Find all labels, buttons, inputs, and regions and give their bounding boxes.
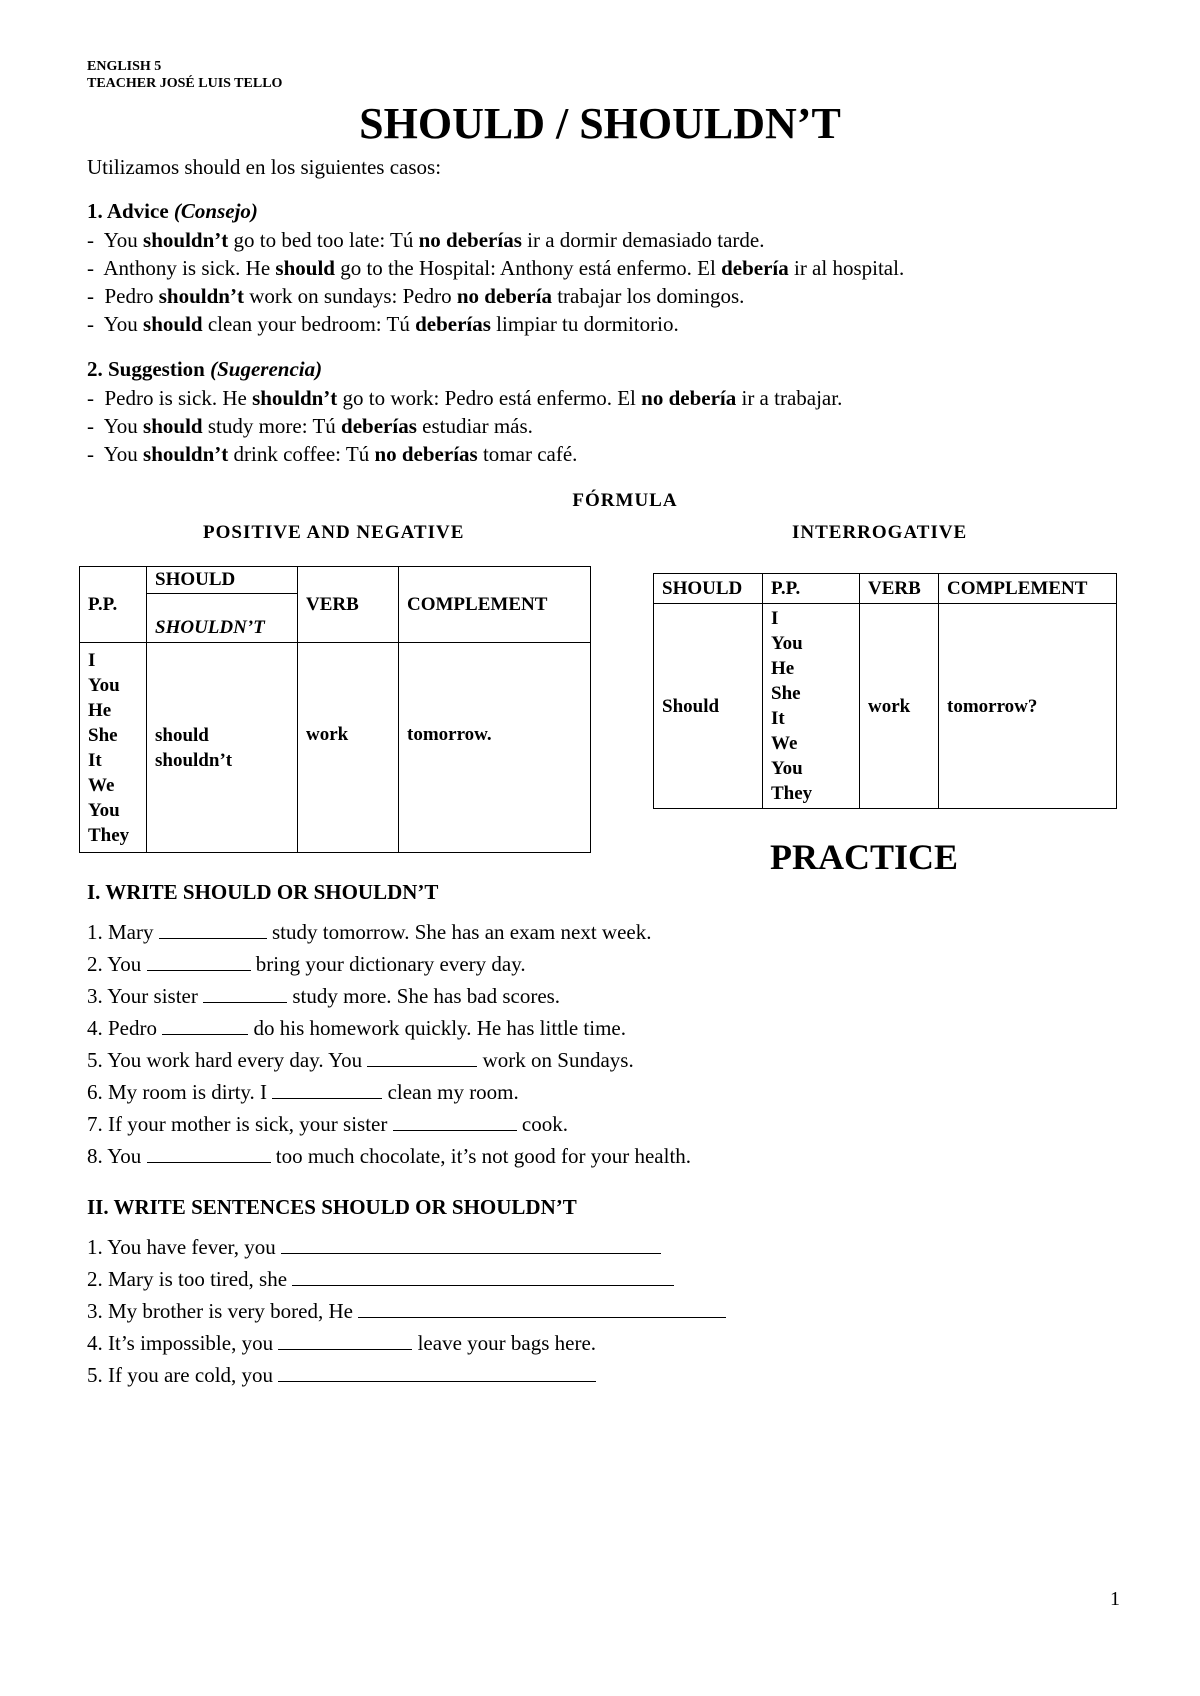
suggestion-heading-es: (Sugerencia): [210, 357, 323, 381]
interrogative-label: INTERROGATIVE: [792, 522, 968, 543]
practice-title: PRACTICE: [770, 837, 959, 877]
advice-list: [87, 226, 904, 338]
exercise-item: 2. You bring your dictionary every day.: [87, 952, 526, 976]
answer-blank[interactable]: [278, 1361, 596, 1382]
answer-blank[interactable]: [281, 1233, 661, 1254]
exercise-item: 4. Pedro do his homework quickly. He has little time.: [87, 1016, 626, 1040]
posneg-label: POSITIVE AND NEGATIVE: [203, 522, 465, 543]
answer-blank[interactable]: [367, 1046, 477, 1067]
formula-title: FÓRMULA: [572, 490, 678, 511]
advice-heading-es: (Consejo): [173, 199, 258, 223]
answer-blank[interactable]: [292, 1265, 674, 1286]
interrogative-table: [653, 573, 1117, 809]
header-pp: P.P.: [80, 567, 147, 643]
advice-item: - Anthony is sick. He should go to the Hospital: Anthony está enfermo. El debería ir al hospital.: [87, 256, 905, 280]
part2-heading: II. WRITE SENTENCES SHOULD OR SHOULDN’T: [87, 1195, 577, 1219]
part1-list: [87, 916, 691, 1172]
part2-list: [87, 1231, 726, 1391]
exercise-item: 3. Your sister study more. She has bad scores.: [87, 984, 561, 1008]
header-complement: COMPLEMENT: [939, 574, 1117, 604]
header-verb: VERB: [298, 567, 399, 643]
exercise-item: 1. You have fever, you: [87, 1231, 726, 1263]
answer-blank[interactable]: [393, 1110, 517, 1131]
verb-cell: work: [860, 604, 939, 809]
advice-heading: 1. Advice (Consejo): [87, 199, 258, 223]
teacher-label: TEACHER JOSÉ LUIS TELLO: [87, 76, 283, 91]
exercise-item: 7. If your mother is sick, your sister cook.: [87, 1112, 568, 1136]
page-title: SHOULD / SHOULDN’T: [359, 99, 841, 148]
modals-cell: should shouldn’t: [147, 643, 298, 853]
header-pp: P.P.: [763, 574, 860, 604]
suggestion-item: - You should study more: Tú deberías estudiar más.: [87, 414, 533, 438]
advice-item: - You should clean your bedroom: Tú deberías limpiar tu dormitorio.: [87, 312, 679, 336]
modal-cell: Should: [654, 604, 763, 809]
answer-blank[interactable]: [358, 1297, 726, 1318]
exercise-item: 8. You too much chocolate, it’s not good for your health.: [87, 1144, 692, 1168]
header-should: SHOULD: [654, 574, 763, 604]
exercise-item: 4. It’s impossible, you leave your bags here.: [87, 1331, 597, 1355]
exercise-item: 6. My room is dirty. I clean my room.: [87, 1080, 519, 1104]
exercise-item: 5. If you are cold, you: [87, 1359, 726, 1391]
pronouns-cell: I You He She It We You They: [80, 643, 147, 853]
exercise-item: 2. Mary is too tired, she: [87, 1263, 726, 1295]
complement-cell: tomorrow?: [939, 604, 1117, 809]
page-number: 1: [1110, 1588, 1120, 1610]
pronouns-cell: I You He She It We You They: [763, 604, 860, 809]
suggestion-item: - Pedro is sick. He shouldn’t go to work: Pedro está enfermo. El no debería ir a trabajar.: [87, 386, 843, 410]
exercise-item: 1. Mary study tomorrow. She has an exam next week.: [87, 920, 652, 944]
answer-blank[interactable]: [272, 1078, 382, 1099]
course-label: ENGLISH 5: [87, 59, 162, 74]
answer-blank[interactable]: [203, 982, 287, 1003]
answer-blank[interactable]: [147, 1142, 271, 1163]
advice-item: - Pedro shouldn’t work on sundays: Pedro no debería trabajar los domingos.: [87, 284, 745, 308]
table-row: [654, 604, 1117, 809]
header-complement: COMPLEMENT: [399, 567, 591, 643]
suggestion-item: - You shouldn’t drink coffee: Tú no deberías tomar café.: [87, 442, 578, 466]
table-row: [654, 574, 1117, 604]
header-shouldnt: SHOULDN’T: [147, 594, 298, 643]
advice-item: - You shouldn’t go to bed too late: Tú no deberías ir a dormir demasiado tarde.: [87, 228, 765, 252]
intro-text: Utilizamos should en los siguientes casos:: [87, 155, 442, 179]
complement-cell: tomorrow.: [399, 643, 591, 853]
table-row: [80, 643, 591, 853]
verb-cell: work: [298, 643, 399, 853]
answer-blank[interactable]: [162, 1014, 248, 1035]
part1-heading: I. WRITE SHOULD OR SHOULDN’T: [87, 880, 439, 904]
table-row: [80, 567, 591, 594]
header-should: SHOULD: [147, 567, 298, 594]
header-verb: VERB: [860, 574, 939, 604]
answer-blank[interactable]: [278, 1329, 412, 1350]
answer-blank[interactable]: [147, 950, 251, 971]
suggestion-list: [87, 384, 842, 468]
answer-blank[interactable]: [159, 918, 267, 939]
posneg-table: [79, 566, 591, 853]
exercise-item: 3. My brother is very bored, He: [87, 1295, 726, 1327]
exercise-item: 5. You work hard every day. You work on Sundays.: [87, 1048, 634, 1072]
suggestion-heading: 2. Suggestion (Sugerencia): [87, 357, 323, 381]
